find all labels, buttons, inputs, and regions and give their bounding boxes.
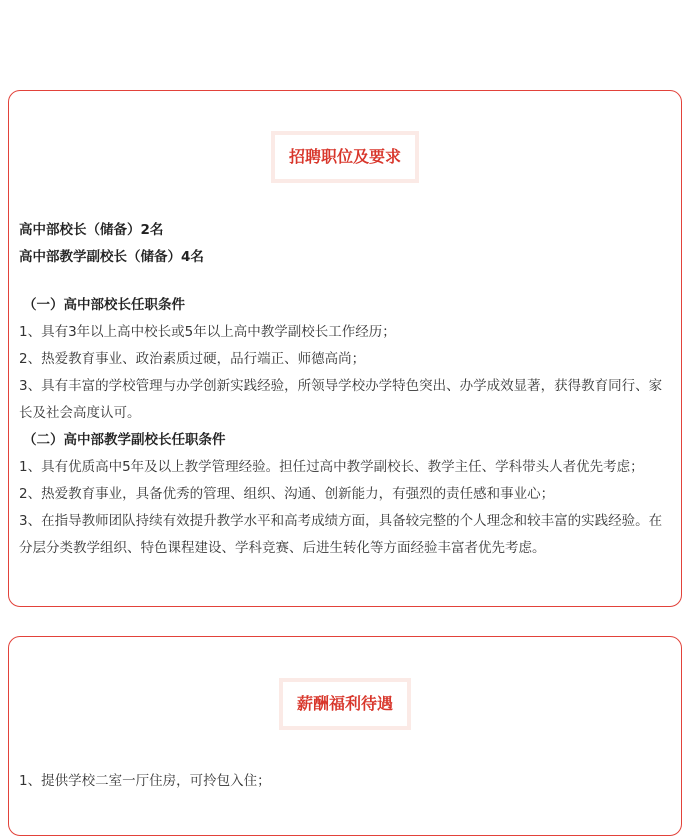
position-line: 高中部校长（储备）2名 bbox=[19, 222, 164, 238]
recruitment-content bbox=[19, 217, 675, 562]
section-title: 招聘职位及要求 bbox=[271, 131, 419, 183]
position-line: 高中部教学副校长（储备）4名 bbox=[19, 249, 204, 265]
recruitment-card bbox=[8, 90, 682, 607]
list-item: 1、提供学校二室一厅住房，可拎包入住； bbox=[19, 773, 271, 789]
benefits-content bbox=[19, 768, 675, 795]
list-item: 3、在指导教师团队持续有效提升教学水平和高考成绩方面，具备较完整的个人理念和较丰富的实践经验。在分层分类教学组织、特色课程建设、学科竞赛、后进生转化等方面经验丰富者优先考虑。 bbox=[19, 513, 663, 556]
section-title: 薪酬福利待遇 bbox=[279, 678, 411, 730]
benefits-card bbox=[8, 636, 682, 836]
vice-heading: （二）高中部教学副校长任职条件 bbox=[23, 432, 226, 448]
list-item: 3、具有丰富的学校管理与办学创新实践经验，所领导学校办学特色突出、办学成效显著，获得教育同行、家长及社会高度认可。 bbox=[19, 378, 663, 421]
list-item: 2、热爱教育事业、政治素质过硬，品行端正、师德高尚； bbox=[19, 351, 366, 367]
list-item: 2、热爱教育事业，具备优秀的管理、组织、沟通、创新能力，有强烈的责任感和事业心； bbox=[19, 486, 555, 502]
list-item: 1、具有优质高中5年及以上教学管理经验。担任过高中教学副校长、教学主任、学科带头人者优先考虑； bbox=[19, 459, 644, 475]
principal-heading: （一）高中部校长任职条件 bbox=[23, 297, 185, 313]
list-item: 1、具有3年以上高中校长或5年以上高中教学副校长工作经历； bbox=[19, 324, 396, 340]
